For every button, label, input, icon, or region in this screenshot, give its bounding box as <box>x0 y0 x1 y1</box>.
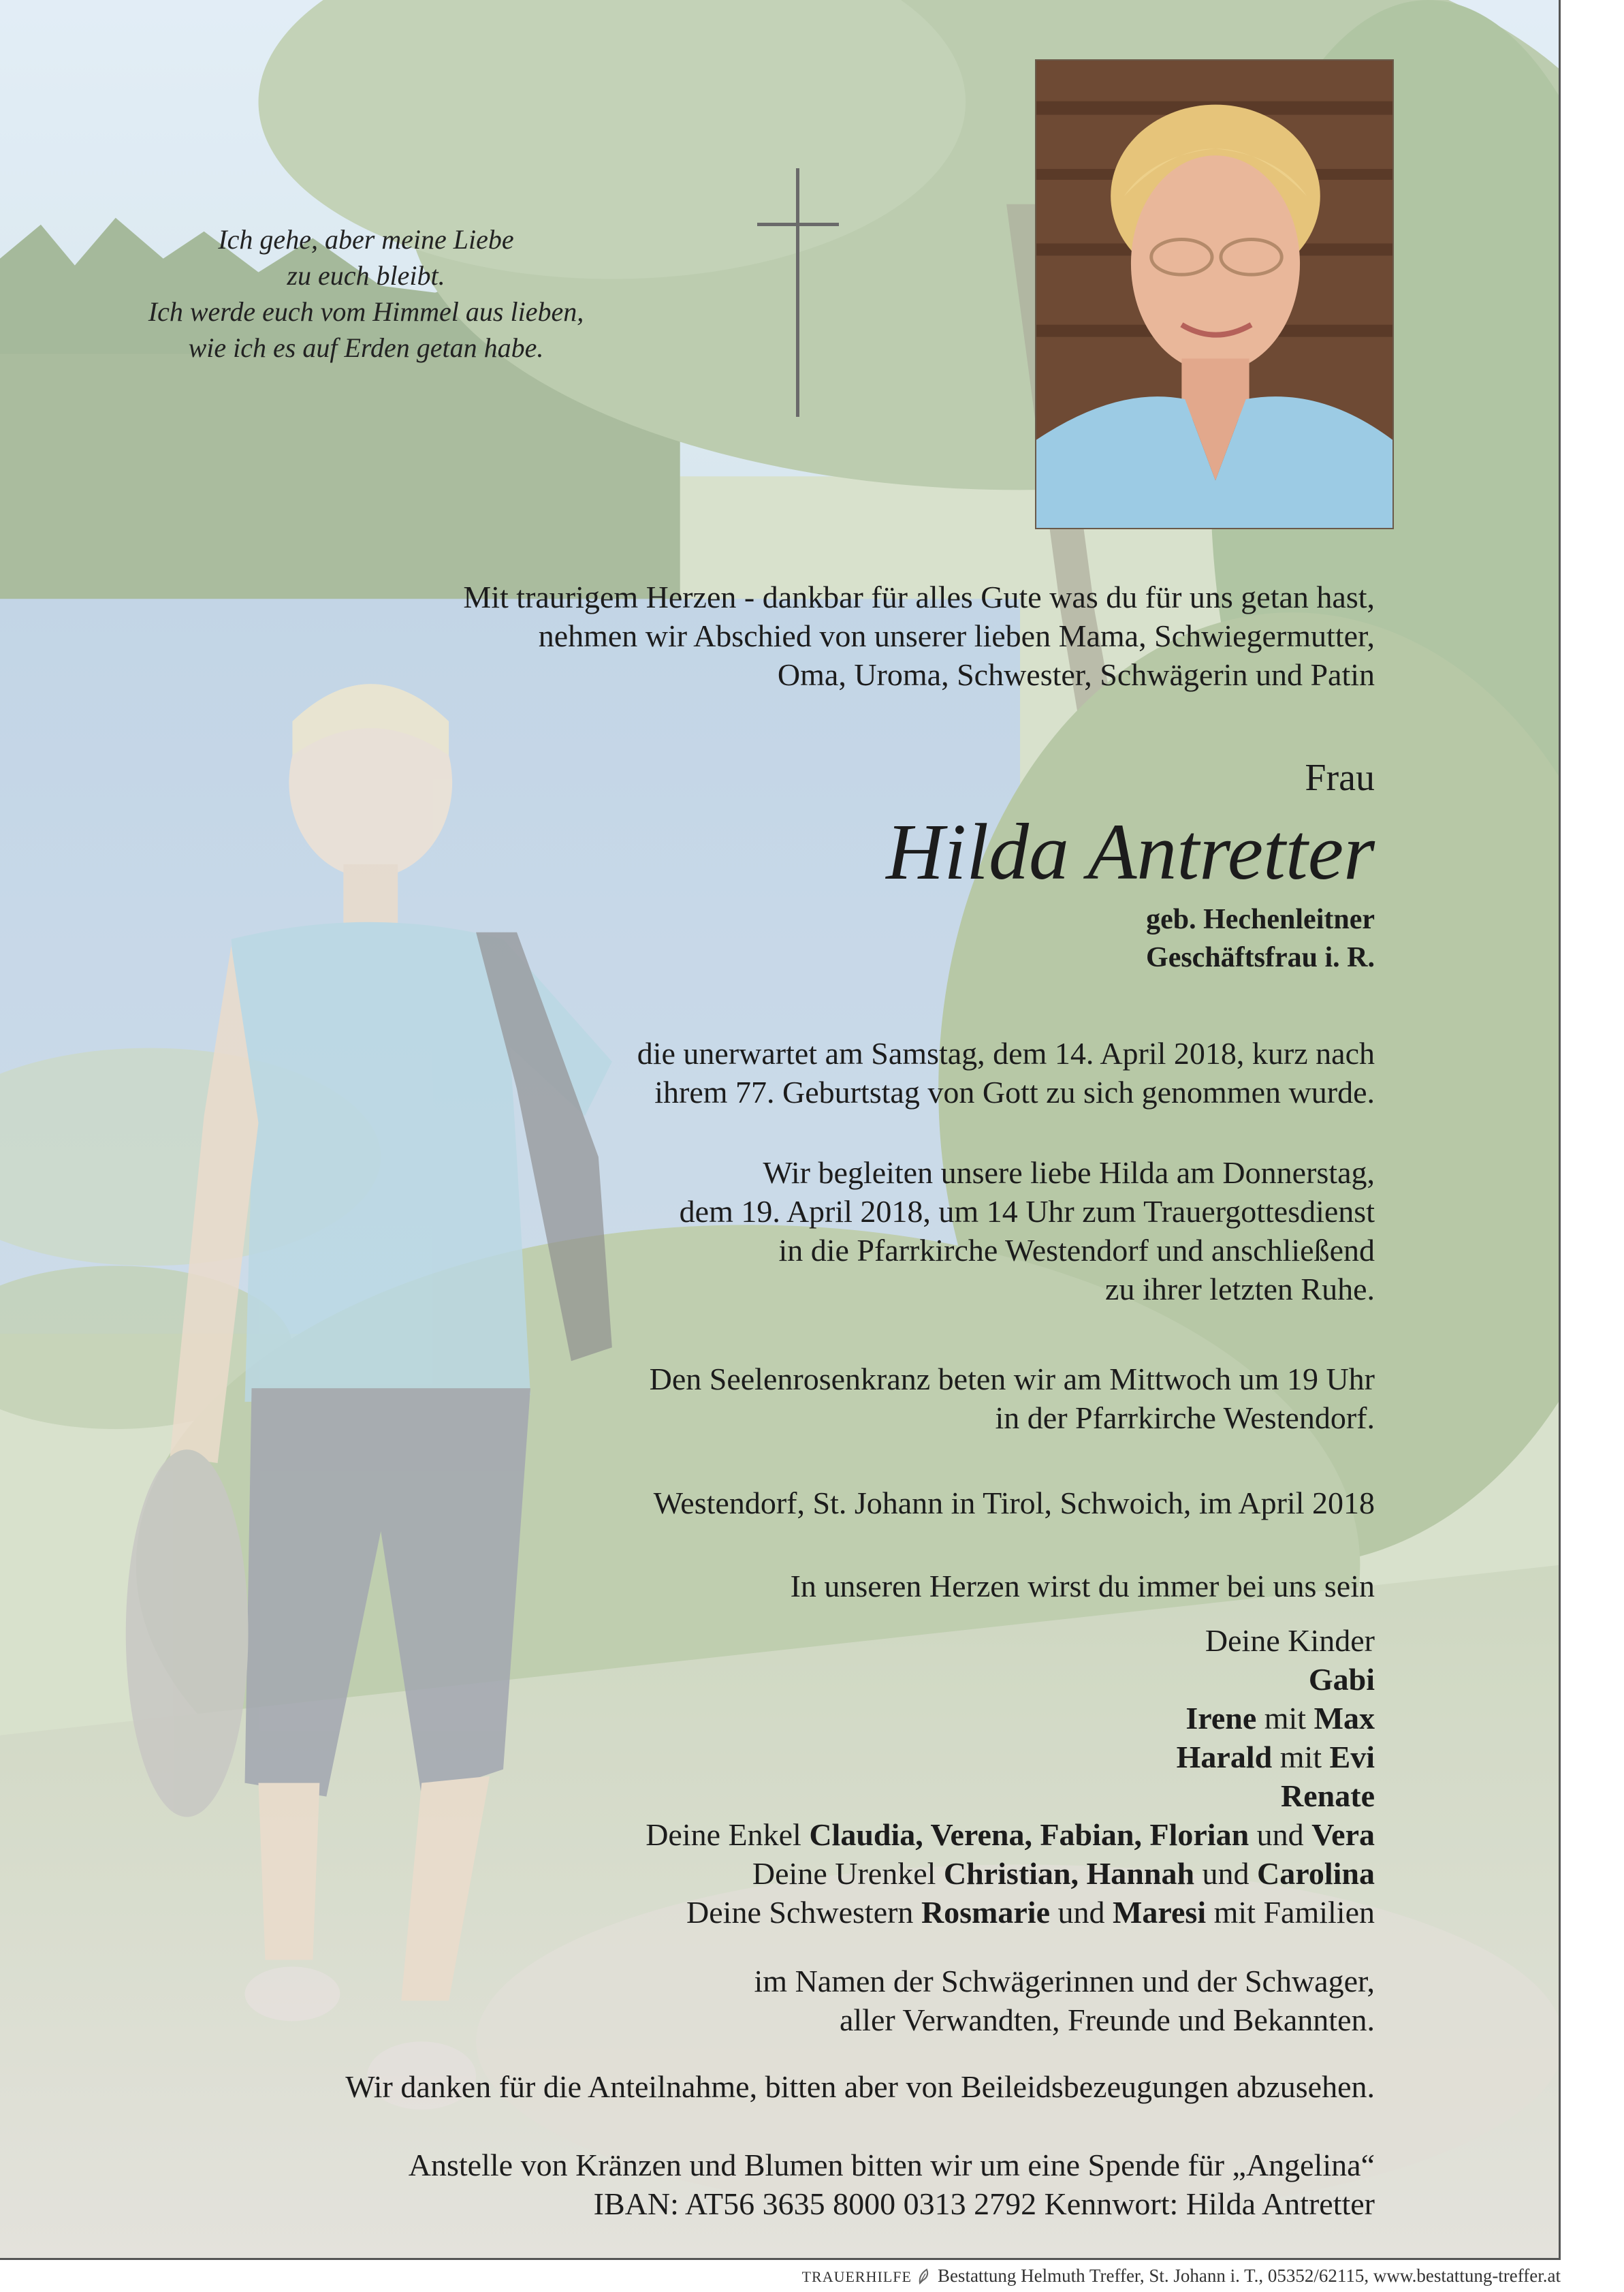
place-date-line: Westendorf, St. Johann in Tirol, Schwoich, im April 2018 <box>653 1486 1375 1520</box>
iban-line: IBAN: AT56 3635 8000 0313 2792 Kennwort: Hilda Antretter <box>593 2186 1375 2221</box>
hearts-text: In unseren Herzen wirst du immer bei uns sein <box>790 1569 1375 1603</box>
maiden-name: geb. Hechenleitner <box>1146 904 1375 935</box>
join-word: und <box>1050 1895 1113 1930</box>
family-row <box>646 1893 1375 1932</box>
rosary-info <box>650 1360 1375 1437</box>
quote-line: zu euch bleibt. <box>287 260 445 291</box>
hearts-line <box>791 1567 1375 1605</box>
grandchildren-label: Deine Enkel <box>646 1817 810 1852</box>
funeral-info <box>680 1153 1375 1308</box>
greatgrandchildren-label: Deine Urenkel <box>752 1856 944 1891</box>
cross-icon <box>757 168 839 417</box>
salutation: Frau <box>1305 757 1375 799</box>
child-name: Gabi <box>1308 1662 1375 1697</box>
family-row <box>646 1854 1375 1893</box>
family-list <box>646 1621 1375 1932</box>
on-behalf-line: im Namen der Schwägerinnen und der Schwager, <box>754 1964 1375 1998</box>
funeral-line: Wir begleiten unsere liebe Hilda am Donnerstag, <box>763 1155 1375 1190</box>
thanks-note <box>345 2067 1375 2106</box>
intro-text <box>463 578 1375 694</box>
funeral-line: dem 19. April 2018, um 14 Uhr zum Trauergottesdienst <box>679 1194 1375 1229</box>
intro-line: Mit traurigem Herzen - dankbar für alles Gute was du für uns getan hast, <box>463 580 1375 614</box>
quote-line: Ich werde euch vom Himmel aus lieben, <box>148 296 584 327</box>
family-row <box>646 1699 1375 1738</box>
footer-text: Bestattung Helmuth Treffer, St. Johann i. T., 05352/62115, www.bestattung-treffer.at <box>937 2265 1561 2286</box>
children-label: Deine Kinder <box>1205 1623 1375 1658</box>
place-date <box>654 1483 1375 1522</box>
family-row <box>646 1660 1375 1699</box>
death-line: ihrem 77. Geburtstag von Gott zu sich genommen wurde. <box>654 1075 1375 1110</box>
footer <box>0 2263 1561 2289</box>
deceased-name: Hilda Antretter <box>886 807 1375 896</box>
footer-brand: TRAUERHILFE <box>801 2268 912 2285</box>
partner-name: Max <box>1313 1701 1375 1736</box>
rosary-line: Den Seelenrosenkranz beten wir am Mittwoch um 19 Uhr <box>649 1362 1375 1396</box>
grandchildren-names: Claudia, Verena, Fabian, Florian <box>809 1817 1249 1852</box>
memorial-quote <box>102 221 630 366</box>
death-notice <box>637 1034 1375 1112</box>
join-word: mit <box>1256 1701 1314 1736</box>
occupation: Geschäftsfrau i. R. <box>1146 942 1375 973</box>
child-name: Harald <box>1176 1740 1273 1774</box>
on-behalf <box>754 1962 1375 2039</box>
child-name: Irene <box>1185 1701 1257 1736</box>
sister-name: Rosmarie <box>921 1895 1050 1930</box>
quote-line: wie ich es auf Erden getan habe. <box>188 332 544 363</box>
greatgrandchild-name: Carolina <box>1257 1856 1375 1891</box>
intro-line: Oma, Uroma, Schwester, Schwägerin und Patin <box>777 657 1375 692</box>
sister-name: Maresi <box>1113 1895 1207 1930</box>
leaf-logo-icon <box>917 2265 931 2282</box>
child-name: Renate <box>1281 1778 1375 1813</box>
thanks-line: Wir danken für die Anteilnahme, bitten aber von Beileidsbezeugungen abzusehen. <box>345 2069 1375 2104</box>
partner-name: Evi <box>1329 1740 1375 1774</box>
funeral-line: in die Pfarrkirche Westendorf und anschließend <box>778 1233 1375 1268</box>
family-row <box>646 1815 1375 1854</box>
death-line: die unerwartet am Samstag, dem 14. April 2018, kurz nach <box>637 1036 1375 1071</box>
family-row <box>646 1776 1375 1815</box>
greatgrandchildren-names: Christian, Hannah <box>943 1856 1195 1891</box>
join-word: und <box>1194 1856 1258 1891</box>
portrait-photo <box>1035 59 1394 529</box>
sisters-label: Deine Schwestern <box>686 1895 921 1930</box>
deceased-details <box>1146 900 1375 977</box>
donation-info <box>409 2146 1375 2223</box>
intro-line: nehmen wir Abschied von unserer lieben Mama, Schwiegermutter, <box>538 618 1375 653</box>
join-word: mit <box>1272 1740 1330 1774</box>
donation-line: Anstelle von Kränzen und Blumen bitten wir um eine Spende für „Angelina“ <box>408 2148 1375 2182</box>
funeral-line: zu ihrer letzten Ruhe. <box>1105 1272 1375 1306</box>
rosary-line: in der Pfarrkirche Westendorf. <box>995 1400 1375 1435</box>
quote-line: Ich gehe, aber meine Liebe <box>218 224 514 255</box>
join-word: und <box>1249 1817 1312 1852</box>
on-behalf-line: aller Verwandten, Freunde und Bekannten. <box>839 2003 1375 2037</box>
grandchild-name: Vera <box>1311 1817 1375 1852</box>
family-row <box>646 1738 1375 1776</box>
sisters-suffix: mit Familien <box>1206 1895 1375 1930</box>
